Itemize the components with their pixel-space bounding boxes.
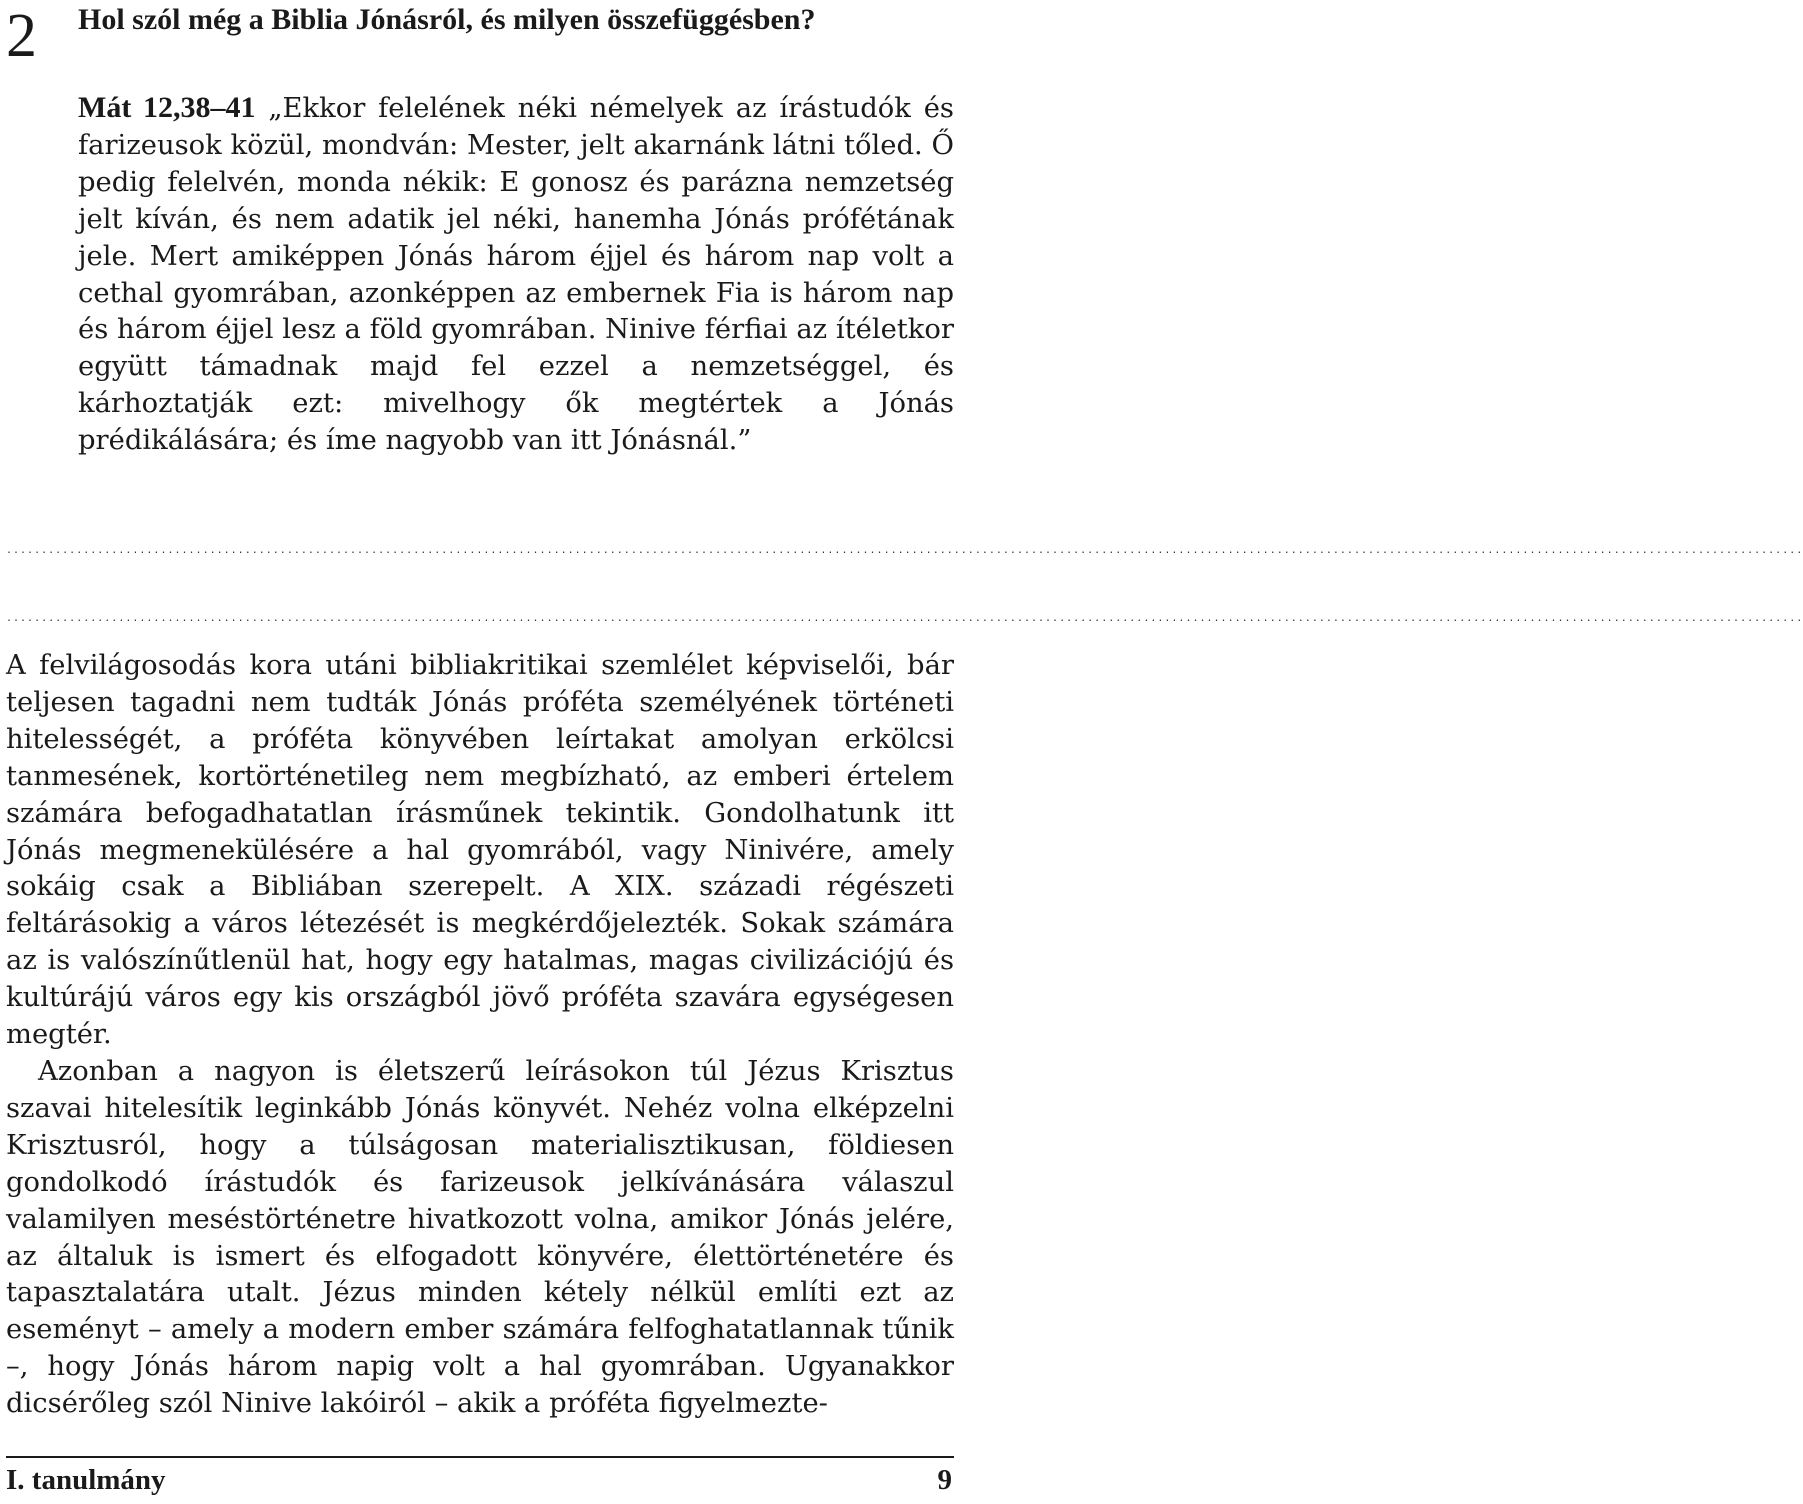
question-number: 2: [6, 2, 37, 70]
question-text: Hol szól még a Biblia Jónásról, és milyen összefüggésben?: [78, 3, 816, 36]
footer-rule: [6, 1456, 954, 1458]
body-text: [6, 648, 954, 1423]
passage-paragraph: [78, 90, 954, 460]
body-paragraph-2: Azonban a nagyon is életszerű leírásokon túl Jézus Krisztus szavai hitelesítik leginkább Jónás könyvét. Nehéz volna elképzelni Krisztusról, hogy a túlságosan materialisztikusan, földiesen gondolkodó írástudók és farizeusok jelkívánására válaszul valamilyen meséstörténetre hivatkozott volna, amikor Jónás jelére, az általuk is ismert és elfogadott könyvére, élettörténetére és tapasztalatára utalt. Jézus minden kétely nélkül említi ezt az eseményt – amely a modern ember számára felfoghatatlannak tűnik –, hogy Jónás három napig volt a hal gyomrában. Ugyanakkor dicsérőleg szól Ninive lakóiról – akik a próféta figyelmezte-: [6, 1055, 954, 1420]
answer-line-2[interactable]: ................................................................................................................................................................................................................................................................: [6, 613, 1803, 624]
answer-line-1[interactable]: ................................................................................................................................................................................................................................................................: [6, 545, 1803, 556]
body-paragraph-1: A felvilágosodás kora utáni bibliakritikai szemlélet képviselői, bár teljesen tagadni nem tudták Jónás próféta személyének történeti hitelességét, a próféta könyvében leírtakat amolyan erkölcsi tanmesének, kortörténetileg nem megbízható, az emberi értelem számára befogadhatatlan írásműnek tekintik. Gondolhatunk itt Jónás megmenekülésére a hal gyomrából, vagy Ninivére, amely sokáig csak a Bibliában szerepelt. A XIX. századi régészeti feltárásokig a város létezését is megkérdőjelezték. Sokak számára az is valószínűtlenül hat, hogy egy hatalmas, magas civilizációjú és kultúrájú város egy kis országból jövő próféta szavára egységesen megtér.: [6, 650, 954, 1051]
passage-reference: Mát 12,38–41: [78, 91, 256, 124]
footer-lesson-label: I. tanulmány: [6, 1464, 166, 1496]
passage-text: „Ekkor felelének néki némelyek az írástudók és farizeusok közül, mondván: Mester, jelt akarnánk látni tőled. Ő pedig felelvén, monda nékik: E gonosz és parázna nemzetség jelt kíván, és nem adatik jel néki, hanemha Jónás prófétának jele. Mert amiképpen Jónás három éjjel és három nap volt a cethal gyomrában, azonképpen az embernek Fia is három nap és három éjjel lesz a föld gyomrában. Ninive férfiai az ítéletkor együtt támadnak majd fel ezzel a nemzetséggel, és kárhoztatják ezt: mivelhogy ők megtértek a Jónás prédikálására; és íme nagyobb van itt Jónásnál.”: [78, 93, 954, 457]
bible-passage: [78, 90, 954, 460]
page-number: 9: [937, 1464, 952, 1496]
